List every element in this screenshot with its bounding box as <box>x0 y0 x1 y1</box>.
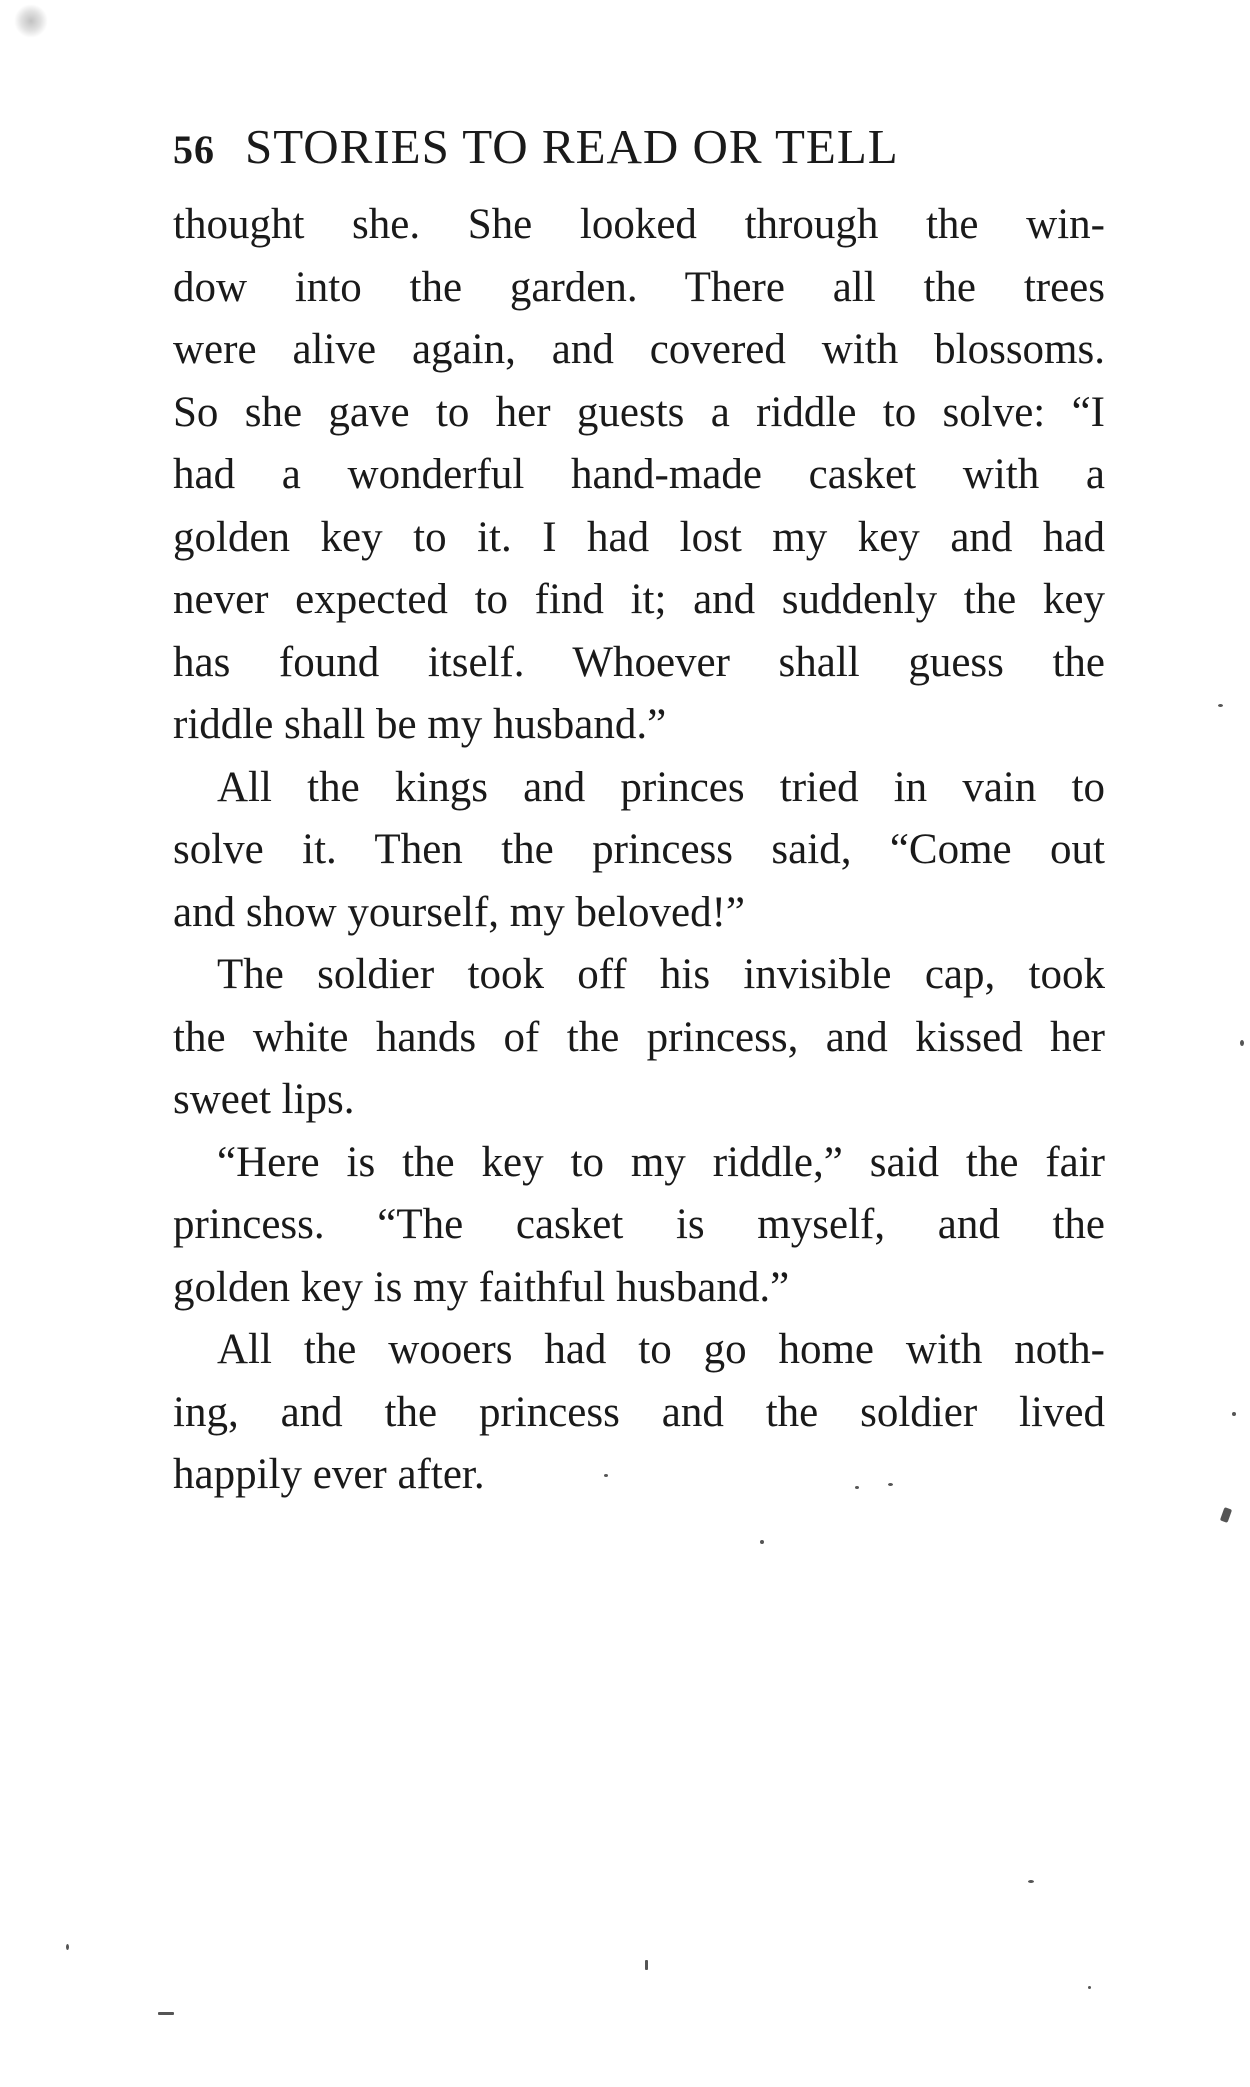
text-line: “Here is the key to my riddle,” said the fair <box>217 1138 1105 1186</box>
scan-speck <box>158 2012 174 2015</box>
scan-speck <box>645 1960 648 1970</box>
scan-speck <box>1240 1040 1244 1046</box>
text-line: sweet lips. <box>173 1076 355 1123</box>
text-line: never expected to find it; and suddenly the key <box>173 576 1105 623</box>
text-line: the white hands of the princess, and kissed her <box>173 1013 1105 1061</box>
text-line: All the kings and princes tried in vain to <box>217 763 1105 811</box>
page-number: 56 <box>173 127 215 172</box>
scan-speck <box>1218 704 1223 707</box>
scan-speck <box>760 1540 764 1544</box>
text-line: ing, and the princess and the soldier lived <box>173 1388 1105 1436</box>
scan-speck <box>1028 1880 1034 1883</box>
text-line: happily ever after. <box>173 1451 485 1498</box>
scan-speck <box>855 1486 859 1489</box>
body-text <box>173 194 1105 1507</box>
text-line: All the wooers had to go home with noth- <box>217 1326 1105 1373</box>
scan-speck <box>1232 1412 1236 1416</box>
scan-speck <box>888 1483 893 1486</box>
scan-speck <box>1088 1986 1091 1989</box>
text-line: dow into the garden. There all the trees <box>173 263 1105 311</box>
scan-speck <box>1220 1507 1232 1523</box>
scan-speck <box>66 1944 69 1950</box>
text-line: thought she. She looked through the win- <box>173 201 1105 248</box>
text-line: and show yourself, my beloved!” <box>173 888 745 936</box>
running-header <box>173 118 1105 175</box>
text-line: riddle shall be my husband.” <box>173 701 667 748</box>
text-line: golden key to it. I had lost my key and had <box>173 513 1105 561</box>
text-line: has found itself. Whoever shall guess the <box>173 638 1105 686</box>
text-line: had a wonderful hand-made casket with a <box>173 451 1105 498</box>
text-line: princess. “The casket is myself, and the <box>173 1201 1105 1248</box>
text-line: The soldier took off his invisible cap, took <box>217 951 1105 998</box>
text-line: solve it. Then the princess said, “Come out <box>173 826 1105 873</box>
running-title: STORIES TO READ OR TELL <box>245 119 899 174</box>
text-line: were alive again, and covered with blossoms. <box>173 326 1105 373</box>
scan-speck <box>604 1474 608 1477</box>
text-line: golden key is my faithful husband.” <box>173 1263 790 1311</box>
text-line: So she gave to her guests a riddle to solve: “I <box>173 388 1105 436</box>
scan-artifact <box>14 4 48 38</box>
